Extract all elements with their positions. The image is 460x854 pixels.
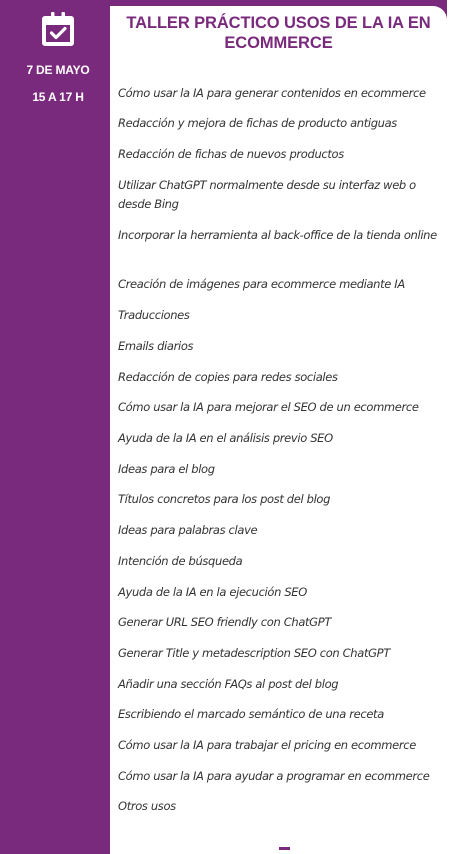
list-item: Redacción de fichas de nuevos productos (118, 147, 344, 161)
list-item: Generar URL SEO friendly con ChatGPT (118, 615, 331, 629)
event-sidebar (0, 0, 110, 854)
list-item: Otros usos (118, 799, 176, 813)
list-item: Ideas para el blog (118, 462, 215, 476)
content-card (110, 6, 447, 854)
list-item: Utilizar ChatGPT normalmente desde su interfaz web o desde Bing (118, 178, 416, 211)
list-item: Cómo usar la IA para ayudar a programar en ecommerce (118, 769, 430, 783)
list-item: Títulos concretos para los post del blog (118, 492, 331, 506)
event-time: 15 A 17 H (32, 90, 84, 104)
list-item: Redacción y mejora de fichas de producto antiguas (118, 116, 397, 130)
list-item: Cómo usar la IA para trabajar el pricing en ecommerce (118, 738, 416, 752)
list-item: Cómo usar la IA para generar contenidos en ecommerce (118, 86, 426, 100)
list-item: Añadir una sección FAQs al post del blog (118, 677, 339, 691)
workshop-title: TALLER PRÁCTICO USOS DE LA IA EN ECOMMERCE (126, 14, 431, 52)
list-item: Escribiendo el marcado semántico de una receta (118, 707, 384, 721)
page-margin (447, 0, 460, 854)
list-item: Cómo usar la IA para mejorar el SEO de un ecommerce (118, 400, 419, 414)
list-item: Generar Title y metadescription SEO con ChatGPT (118, 646, 390, 660)
list-item: Ayuda de la IA en la ejecución SEO (118, 585, 307, 599)
list-item: Intención de búsqueda (118, 554, 243, 568)
list-item: Incorporar la herramienta al back-office de la tienda online (118, 228, 437, 242)
list-item: Traducciones (118, 308, 190, 322)
list-item: Emails diarios (118, 339, 194, 353)
calendar-check-icon (42, 12, 74, 46)
list-item: Ayuda de la IA en el análisis previo SEO (118, 431, 333, 445)
list-item: Ideas para palabras clave (118, 523, 258, 537)
list-item: Redacción de copies para redes sociales (118, 370, 338, 384)
accent-dash (279, 847, 290, 850)
list-item: Creación de imágenes para ecommerce mediante IA (118, 277, 405, 291)
event-date: 7 DE MAYO (26, 63, 90, 77)
